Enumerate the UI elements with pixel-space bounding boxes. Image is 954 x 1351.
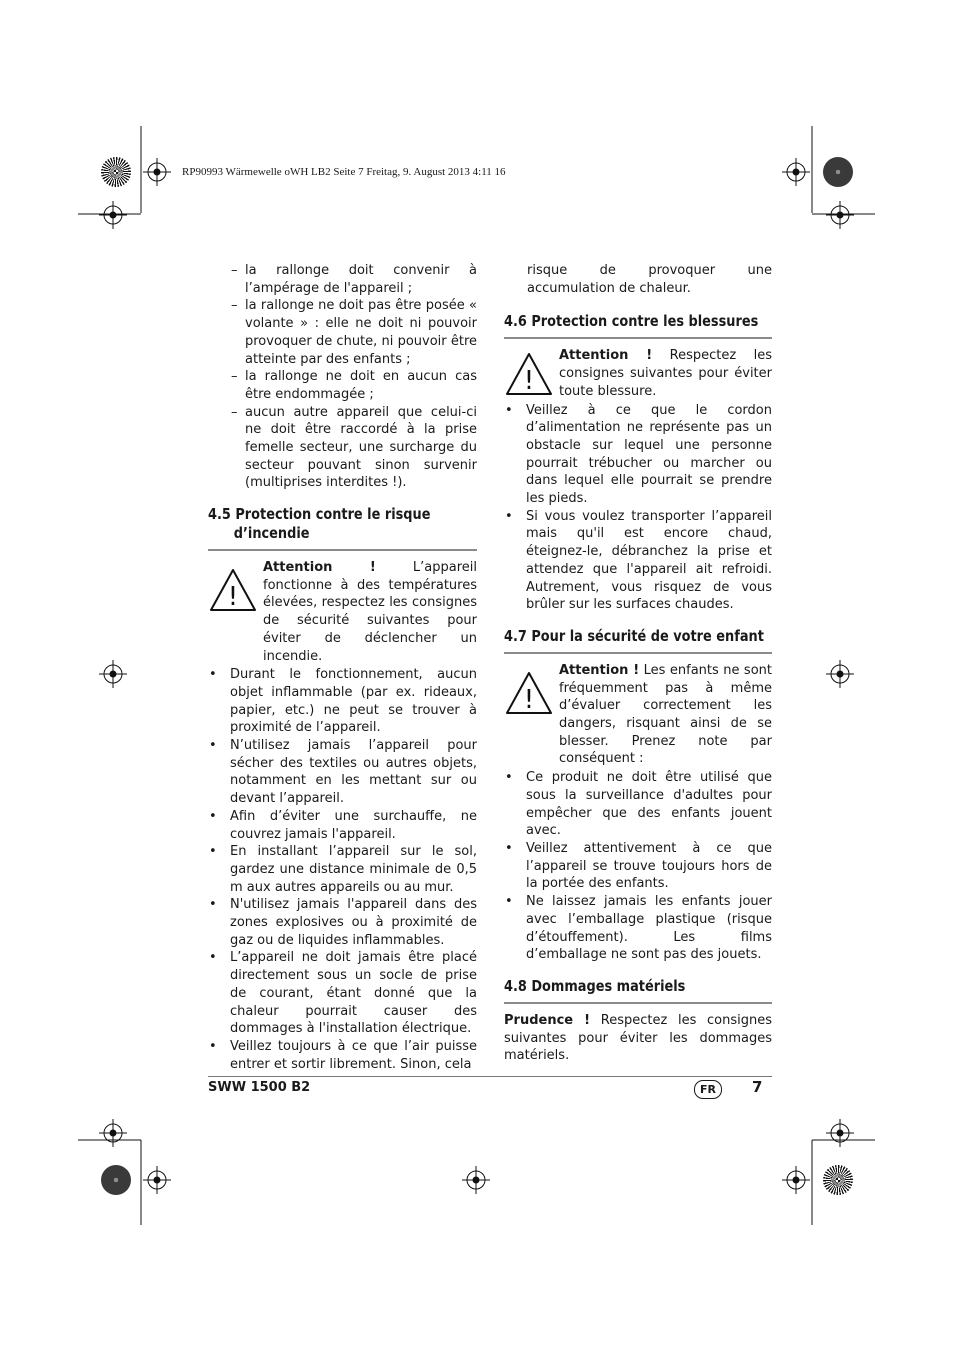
list-item: – aucun autre appareil que celui-ci ne doit être raccordé à la prise femelle secteur, une surcharge du secteur pouvant sinon survenir (multiprises interdites !). bbox=[231, 404, 477, 493]
caution-body: Respectez les consignes suivantes pour éviter les dommages matériels. bbox=[504, 1012, 772, 1064]
list-item bbox=[208, 666, 477, 737]
warning-text bbox=[263, 559, 477, 665]
print-header: RP90993 Wärmewelle oWH LB2 Seite 7 Freitag, 9. August 2013 4:11 16 bbox=[182, 166, 506, 178]
warning-label: Attention ! bbox=[263, 560, 376, 575]
warning-triangle-icon bbox=[208, 567, 258, 613]
section-title: 4.8 Dommages matériels bbox=[504, 976, 686, 995]
bullet-icon: • bbox=[505, 508, 513, 524]
section-title: 4.6 Protection contre les blessures bbox=[504, 312, 759, 331]
left-column bbox=[231, 262, 477, 492]
bullet-text: Veillez à ce que le cordon d’alimentation ne représente pas un obstacle sur lequel une personne pourrait trébucher ou marcher ou dans lequel elle pourrait se prendre les pieds. bbox=[526, 402, 772, 507]
warning-box bbox=[504, 662, 772, 768]
footer-rule bbox=[208, 1076, 772, 1077]
model-number: SWW 1500 B2 bbox=[208, 1080, 311, 1095]
list-item bbox=[208, 949, 477, 1038]
bullet-text: Durant le fonctionnement, aucun objet inflammable (par ex. rideaux, papier, etc.) ne peut se trouver à proximité de l’appareil. bbox=[230, 667, 477, 736]
right-column bbox=[504, 262, 772, 1065]
bullet-text: En installant l’appareil sur le sol, gardez une distance minimale de 0,5 m aux autres appareils ou au mur. bbox=[230, 844, 477, 895]
list-item bbox=[208, 737, 477, 808]
section-title bbox=[208, 505, 439, 543]
list-item bbox=[504, 508, 772, 614]
warning-box bbox=[504, 347, 772, 400]
bullet-icon: • bbox=[209, 667, 217, 683]
warning-body: Les enfants ne sont fréquemment pas à même d’évaluer correctement les dangers, risquant ainsi de se blesser. Prenez note par conséquent : bbox=[559, 662, 772, 767]
list-item: – la rallonge ne doit pas être posée « volante » : elle ne doit ni pouvoir provoquer de chute, ni pouvoir être atteinte par des enfants ; bbox=[231, 297, 477, 368]
caution-text bbox=[504, 1012, 772, 1065]
section-4-5 bbox=[208, 505, 477, 1073]
warning-box bbox=[208, 559, 477, 665]
bullet-list bbox=[504, 402, 772, 614]
bullet-text: Veillez toujours à ce que l’air puisse entrer et sortir librement. Sinon, cela bbox=[230, 1038, 477, 1072]
bullet-icon: • bbox=[209, 738, 217, 754]
section-rule bbox=[504, 652, 772, 654]
list-item bbox=[504, 769, 772, 840]
continuation-text: risque de provoquer une accumulation de chaleur. bbox=[527, 263, 772, 296]
svg-text:!: ! bbox=[523, 366, 535, 397]
warning-triangle-icon bbox=[504, 670, 554, 716]
bullet-icon: • bbox=[209, 844, 217, 860]
list-item bbox=[504, 840, 772, 893]
bullet-text: Ne laissez jamais les enfants jouer avec l’emballage plastique (risque d’étouffement). Les films d’emballage ne sont pas des jouets. bbox=[526, 894, 772, 963]
bullet-icon: • bbox=[505, 840, 513, 856]
svg-text:!: ! bbox=[523, 684, 535, 715]
language-badge: FR bbox=[694, 1080, 722, 1099]
list-item bbox=[208, 1038, 477, 1073]
warning-label: Attention ! bbox=[559, 662, 640, 678]
svg-text:!: ! bbox=[227, 582, 239, 612]
bullet-icon: • bbox=[209, 950, 217, 966]
bullet-text: Veillez attentivement à ce que l’appareil se trouve toujours hors de la portée des enfants. bbox=[526, 840, 772, 892]
list-item: – la rallonge ne doit en aucun cas être endommagée ; bbox=[231, 368, 477, 403]
bullet-icon: • bbox=[209, 897, 217, 913]
section-rule bbox=[504, 337, 772, 339]
caution-label: Prudence ! bbox=[504, 1012, 591, 1028]
section-rule bbox=[504, 1002, 772, 1004]
bullet-text: L’appareil ne doit jamais être placé directement sous un socle de prise de courant, étant donné que la chaleur pourrait causer des dommages à l'installation électrique. bbox=[230, 950, 477, 1037]
bullet-text: Ce produit ne doit être utilisé que sous la surveillance d'adultes pour empêcher que des enfants jouent avec. bbox=[526, 770, 772, 839]
page-number: 7 bbox=[752, 1078, 763, 1096]
bullet-text: N'utilisez jamais l'appareil dans des zones explosives ou à proximité de gaz ou de liquides inflammables. bbox=[230, 897, 477, 948]
bullet-icon: • bbox=[505, 402, 513, 418]
list-item bbox=[208, 808, 477, 843]
warning-body: L’appareil fonctionne à des températures élevées, respectez les consignes de sécurité suivantes pour éviter de déclencher un incendie. bbox=[263, 560, 477, 664]
list-item bbox=[504, 402, 772, 508]
section-rule bbox=[208, 549, 477, 551]
bullet-icon: • bbox=[505, 894, 513, 910]
warning-label: Attention ! bbox=[559, 348, 653, 364]
bullet-list bbox=[208, 666, 477, 1073]
bullet-icon: • bbox=[209, 808, 217, 824]
bullet-text: Afin d’éviter une surchauffe, ne couvrez jamais l'appareil. bbox=[230, 808, 477, 842]
warning-triangle-icon bbox=[504, 351, 554, 397]
warning-text bbox=[559, 347, 772, 400]
section-title-line: d’incendie bbox=[233, 524, 310, 542]
warning-text bbox=[559, 662, 772, 768]
list-item bbox=[504, 893, 772, 964]
section-title-line: 4.5 Protection contre le risque bbox=[208, 505, 431, 523]
bullet-list bbox=[504, 769, 772, 964]
section-title: 4.7 Pour la sécurité de votre enfant bbox=[504, 626, 764, 645]
bullet-text: Si vous voulez transporter l’appareil mais qu'il est encore chaud, éteignez-le, débranchez la prise et attendez que l'appareil ait refroidi. Autrement, vous risquez de vous brûler sur les surfaces chaudes. bbox=[526, 508, 772, 613]
list-item bbox=[208, 896, 477, 949]
list-item: – la rallonge doit convenir à l’ampérage de l'appareil ; bbox=[231, 262, 477, 297]
bullet-text: N’utilisez jamais l’appareil pour sécher des textiles ou autres objets, notamment en les mettant sur ou devant l’appareil. bbox=[230, 738, 477, 807]
list-item bbox=[208, 843, 477, 896]
warning-body: Respectez les consignes suivantes pour éviter toute blessure. bbox=[559, 348, 772, 399]
bullet-icon: • bbox=[209, 1038, 217, 1054]
bullet-icon: • bbox=[505, 770, 513, 786]
